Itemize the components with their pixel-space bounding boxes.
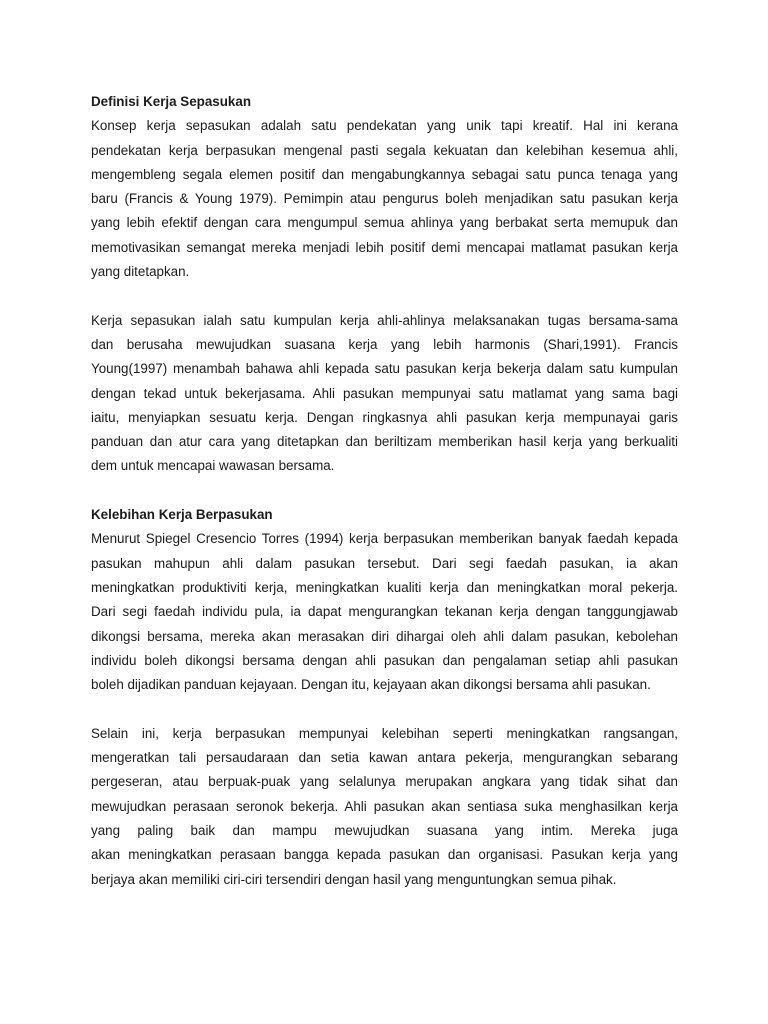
text-line: mewujudkan perasaan seronok bekerja. Ahli pasukan akan sentiasa suka menghasilkan kerja (91, 798, 678, 814)
text-line: pasukan mahupun ahli dalam pasukan tersebut. Dari segi faedah pasukan, ia akan (91, 555, 678, 571)
text-line: Dari segi faedah individu pula, ia dapat mengurangkan tekanan kerja dengan tanggungjawab (91, 604, 678, 620)
section-heading-definisi: Definisi Kerja Sepasukan (91, 94, 252, 109)
text-line: baru (Francis & Young 1979). Pemimpin atau pengurus boleh menjadikan satu pasukan kerja (91, 191, 678, 207)
text-line: Kerja sepasukan ialah satu kumpulan kerja ahli-ahlinya melaksanakan tugas bersama-sama (91, 312, 678, 328)
text-line: iaitu, menyiapkan sesuatu kerja. Dengan ringkasnya ahli pasukan kerja mempunayai garis (91, 409, 678, 425)
text-line: yang paling baik dan mampu mewujudkan suasana yang intim. Mereka juga (91, 822, 678, 838)
text-line: memotivasikan semangat mereka menjadi lebih positif demi mencapai matlamat pasukan kerja (91, 239, 678, 255)
paragraph-gap (91, 284, 678, 308)
text-line: mengembleng segala elemen positif dan mengabungkannya sebagai satu punca tenaga yang (91, 166, 678, 182)
text-line: dikongsi bersama, mereka akan merasakan diri dihargai oleh ahli dalam pasukan, kebolehan (91, 628, 678, 644)
text-line: mengeratkan tali persaudaraan dan setia kawan antara pekerja, mengurangkan sebarang (91, 750, 678, 766)
text-line: dem untuk mencapai wawasan bersama. (91, 458, 335, 474)
text-line: dan berusaha mewujudkan suasana kerja yang lebih harmonis (Shari,1991). Francis (91, 336, 678, 352)
text-line: yang ditetapkan. (91, 264, 190, 280)
text-line: Konsep kerja sepasukan adalah satu pendekatan yang unik tapi kreatif. Hal ini kerana (91, 118, 678, 134)
text-line: dengan tekad untuk bekerjasama. Ahli pasukan mempunyai satu matlamat yang sama bagi (91, 385, 678, 401)
text-line: Selain ini, kerja berpasukan mempunyai kelebihan seperti meningkatkan rangsangan, (91, 725, 678, 741)
text-line: pergeseran, atau berpuak-puak yang selalunya merupakan angkara yang tidak sihat dan (91, 774, 678, 790)
paragraph (91, 114, 678, 284)
section-heading-kelebihan: Kelebihan Kerja Berpasukan (91, 507, 273, 523)
text-line: panduan dan atur cara yang ditetapkan dan beriltizam memberikan hasil kerja yang berkualiti (91, 434, 678, 450)
paragraph-gap (91, 697, 678, 721)
text-line: boleh dijadikan panduan kejayaan. Dengan itu, kejayaan akan dikongsi bersama ahli pasukan. (91, 677, 651, 693)
paragraph (91, 309, 678, 479)
text-line: Menurut Spiegel Cresencio Torres (1994) kerja berpasukan memberikan banyak faedah kepada (91, 531, 678, 547)
text-line: Young(1997) menambah bahawa ahli kepada satu pasukan kerja bekerja dalam satu kumpulan (91, 361, 678, 377)
text-line: akan meningkatkan perasaan bangga kepada pasukan dan organisasi. Pasukan kerja yang (91, 847, 678, 863)
text-line: berjaya akan memiliki ciri-ciri tersendiri dengan hasil yang menguntungkan semua pihak. (91, 871, 617, 887)
paragraph (91, 722, 678, 892)
paragraph-gap (91, 479, 678, 503)
paragraph (91, 527, 678, 697)
text-line: pendekatan kerja berpasukan mengenal pasti segala kekuatan dan kelebihan kesemua ahli, (91, 142, 678, 158)
text-line: individu boleh dikongsi bersama dengan ahli pasukan dan pengalaman setiap ahli pasukan (91, 652, 678, 668)
text-line: meningkatkan produktiviti kerja, meningkatkan kualiti kerja dan meningkatkan moral pekerja. (91, 579, 678, 595)
text-line: yang lebih efektif dengan cara mengumpul semua ahlinya yang berbakat serta memupuk dan (91, 215, 678, 231)
